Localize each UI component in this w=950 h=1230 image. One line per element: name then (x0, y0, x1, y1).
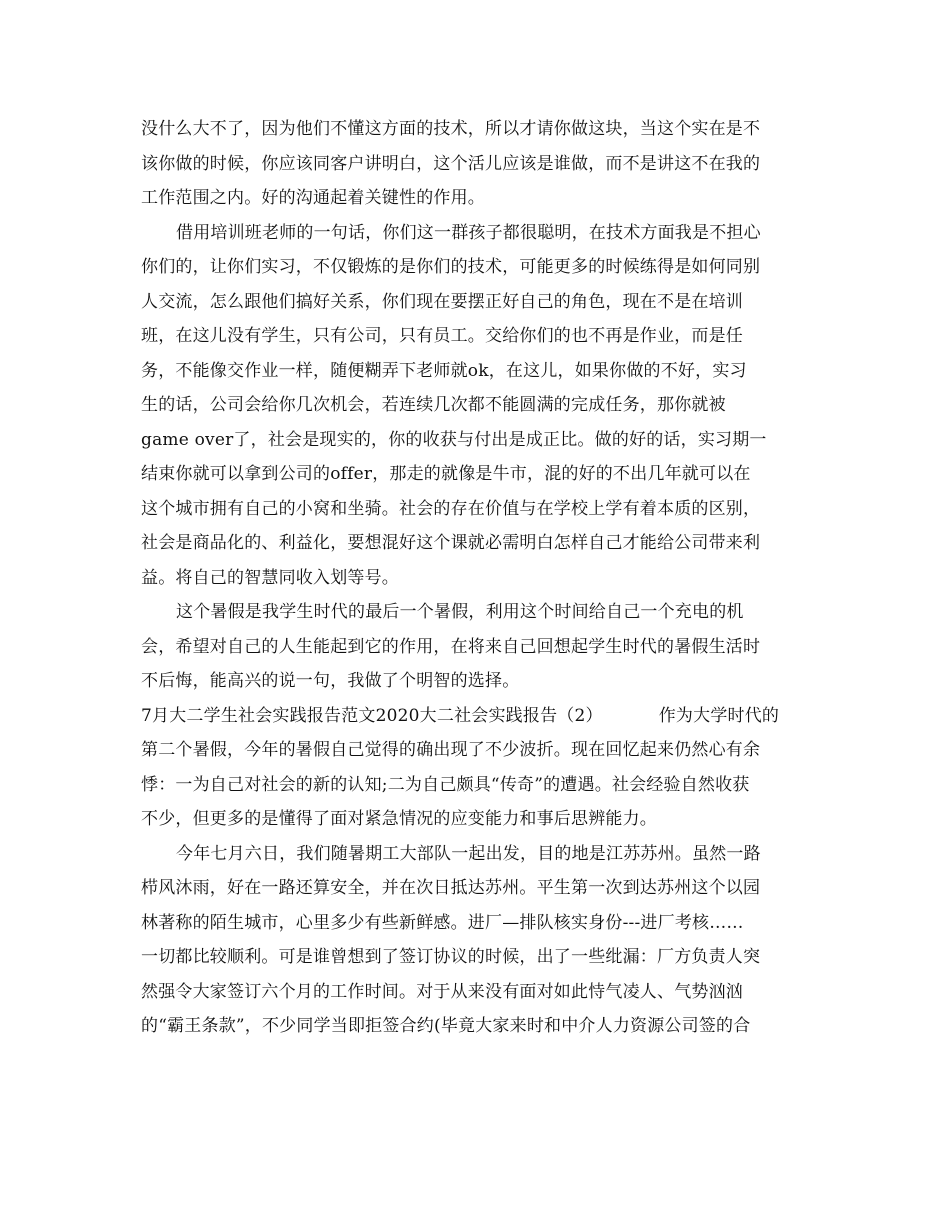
document-body (141, 112, 813, 1044)
text-line: 该你做的时候，你应该同客户讲明白，这个活儿应该是谁做，而不是讲这不在我的 (141, 153, 761, 174)
paragraph-start-line: 这个暑假是我学生时代的最后一个暑假，利用这个时间给自己一个充电的机 (176, 602, 744, 622)
text-line: 不后悔，能高兴的说一句，我做了个明智的选择。 (141, 671, 520, 691)
text-line: game over了，社会是现实的，你的收获与付出是成正比。做的好的话，实习期一 (141, 429, 767, 450)
text-line: 栉风沐雨，好在一路还算安全，并在次日抵达苏州。平生第一次到达苏州这个以园 (141, 878, 761, 898)
text-line: 没什么大不了，因为他们不懂这方面的技术，所以才请你做这块，当这个实在是不 (141, 119, 761, 139)
text-line: 务，不能像交作业一样，随便糊弄下老师就ok，在这儿，如果你做的不好，实习 (141, 360, 747, 381)
text-line: 林著称的陌生城市，心里多少有些新鲜感。进厂—排队核实身份---进厂考核…… (141, 912, 744, 933)
text-line: 第二个暑假，今年的暑假自己觉得的确出现了不少波折。现在回忆起来仍然心有余 (141, 740, 761, 760)
text-line: 这个城市拥有自己的小窝和坐骑。社会的存在价值与在学校上学有着本质的区别， (141, 498, 761, 519)
text-line: 一切都比较顺利。可是谁曾想到了签订协议的时候，出了一些纰漏：厂方负责人突 (141, 947, 761, 967)
text-line: 你们的，让你们实习，不仅锻炼的是你们的技术，可能更多的时候练得是如何同别 (141, 257, 761, 277)
text-line: 然强令大家签订六个月的工作时间。对于从来没有面对如此恃气凌人、气势汹汹 (141, 981, 743, 1002)
text-line: 的“霸王条款”，不少同学当即拒签合约(毕竟大家来时和中介人力资源公司签的合 (141, 1016, 751, 1036)
text-line: 社会是商品化的、利益化，要想混好这个课就必需明白怎样自己才能给公司带来利 (141, 533, 761, 553)
text-line: 结束你就可以拿到公司的offer，那走的就像是牛市，混的好的不出几年就可以在 (141, 464, 751, 484)
text-line: 生的话，公司会给你几次机会，若连续几次都不能圆满的完成任务，那你就被 (141, 395, 726, 415)
paragraph-start-line: 借用培训班老师的一句话，你们这一群孩子都很聪明，在技术方面我是不担心 (176, 222, 761, 243)
text-line: 益。将自己的智慧同收入划等号。 (141, 567, 399, 588)
paragraph-start-line: 今年七月六日，我们随暑期工大部队一起出发，目的地是江苏苏州。虽然一路 (176, 843, 761, 864)
text-line: 班，在这儿没有学生，只有公司，只有员工。交给你们的也不再是作业，而是任 (141, 326, 743, 346)
text-line: 工作范围之内。好的沟通起着关键性的作用。 (141, 188, 485, 208)
heading-line: 7月大二学生社会实践报告范文2020大二社会实践报告（2） 作为大学时代的 (141, 705, 780, 726)
text-line: 人交流，怎么跟他们搞好关系，你们现在要摆正好自己的角色，现在不是在培训 (141, 291, 743, 312)
text-line: 悸：一为自己对社会的新的认知;二为自己颇具“传奇”的遭遇。社会经验自然收获 (141, 774, 750, 795)
text-line: 会，希望对自己的人生能起到它的作用，在将来自己回想起学生时代的暑假生活时 (141, 636, 761, 657)
text-line: 不少，但更多的是懂得了面对紧急情况的应变能力和事后思辨能力。 (141, 809, 657, 829)
